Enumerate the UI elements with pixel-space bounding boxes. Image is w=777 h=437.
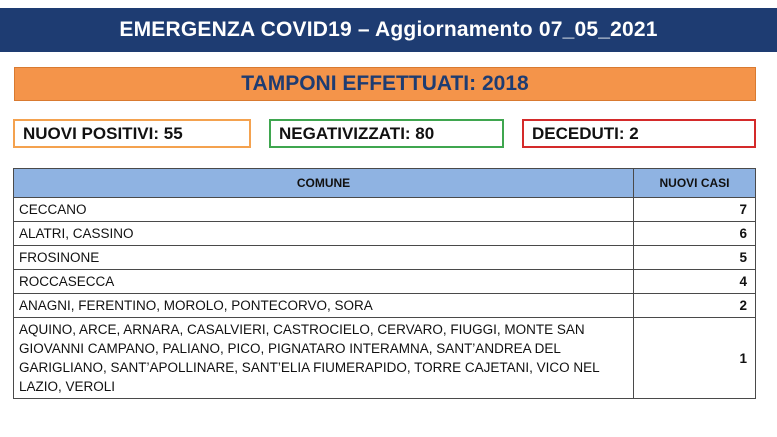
comune-cell: CECCANO <box>14 198 634 222</box>
nuovi-casi-cell: 6 <box>634 222 756 246</box>
table-row <box>14 270 756 294</box>
tamponi-banner <box>14 67 756 101</box>
nuovi-casi-cell: 2 <box>634 294 756 318</box>
nuovi-positivi-label: NUOVI POSITIVI: 55 <box>23 123 183 143</box>
table-row <box>14 246 756 270</box>
negativizzati-label: NEGATIVIZZATI: 80 <box>279 123 435 143</box>
table-row <box>14 198 756 222</box>
deceduti-box <box>522 119 756 148</box>
nuovi-casi-cell: 5 <box>634 246 756 270</box>
column-header-nuovi-casi: NUOVI CASI <box>634 169 756 198</box>
nuovi-casi-cell: 4 <box>634 270 756 294</box>
negativizzati-box <box>269 119 504 148</box>
table-row <box>14 222 756 246</box>
table-row <box>14 294 756 318</box>
comune-cell: ALATRI, CASSINO <box>14 222 634 246</box>
table-header-row <box>14 169 756 198</box>
nuovi-casi-cell: 7 <box>634 198 756 222</box>
comune-cell: FROSINONE <box>14 246 634 270</box>
table-row <box>14 318 756 399</box>
comune-cell: ANAGNI, FERENTINO, MOROLO, PONTECORVO, SORA <box>14 294 634 318</box>
deceduti-label: DECEDUTI: 2 <box>532 123 639 143</box>
comune-cell: AQUINO, ARCE, ARNARA, CASALVIERI, CASTROCIELO, CERVARO, FIUGGI, MONTE SAN GIOVANNI CAMPANO, PALIANO, PICO, PIGNATARO INTERAMNA, SANT’ANDREA DEL GARIGLIANO, SANT’APOLLINARE, SANT’ELIA FIUMERAPIDO, TORRE CAJETANI, VICO NEL LAZIO, VEROLI <box>14 318 634 399</box>
cases-table <box>13 168 756 399</box>
column-header-comune: COMUNE <box>14 169 634 198</box>
nuovi-positivi-box <box>13 119 251 148</box>
nuovi-casi-cell: 1 <box>634 318 756 399</box>
comune-cell: ROCCASECCA <box>14 270 634 294</box>
tamponi-label: TAMPONI EFFETTUATI: 2018 <box>241 72 529 95</box>
page-title: EMERGENZA COVID19 – Aggiornamento 07_05_2021 <box>119 18 658 41</box>
header-bar <box>0 8 777 52</box>
